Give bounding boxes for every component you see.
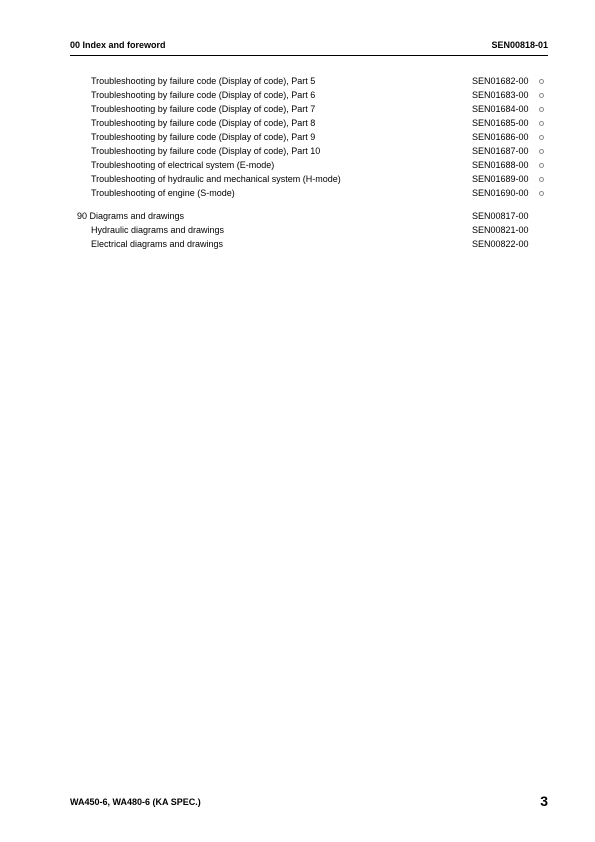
page-number: 3	[540, 793, 548, 809]
entry-code: SEN01690-00	[472, 188, 529, 198]
model-name: WA450-6, WA480-6 (KA SPEC.)	[70, 797, 201, 807]
entry-code: SEN01685-00	[472, 118, 529, 128]
list-item	[0, 173, 595, 186]
entry-title: Troubleshooting by failure code (Display of code), Part 10	[91, 146, 321, 156]
entry-title: Electrical diagrams and drawings	[91, 239, 224, 249]
entry-code: SEN00822-00	[472, 239, 529, 249]
section-title: 00 Index and foreword	[70, 40, 166, 50]
list-item	[0, 103, 595, 116]
entry-title: Troubleshooting by failure code (Display of code), Part 9	[91, 132, 316, 142]
list-item	[0, 75, 595, 88]
revision-circle-icon	[539, 79, 544, 84]
entry-code: SEN01686-00	[472, 132, 529, 142]
list-item	[0, 117, 595, 130]
entry-title: Troubleshooting by failure code (Display of code), Part 5	[91, 76, 316, 86]
document-code: SEN00818-01	[491, 40, 548, 50]
list-item	[0, 131, 595, 144]
entry-title: Troubleshooting by failure code (Display of code), Part 8	[91, 118, 316, 128]
entry-title: Troubleshooting of electrical system (E-mode)	[91, 160, 275, 170]
entry-code: SEN01684-00	[472, 104, 529, 114]
revision-circle-icon	[539, 107, 544, 112]
list-item	[0, 145, 595, 158]
list-item	[0, 187, 595, 200]
entry-title: Hydraulic diagrams and drawings	[91, 225, 225, 235]
list-item	[0, 224, 595, 237]
list-item	[0, 89, 595, 102]
page-footer	[70, 793, 548, 813]
entry-code: SEN00821-00	[472, 225, 529, 235]
entry-title: Troubleshooting of engine (S-mode)	[91, 188, 235, 198]
revision-circle-icon	[539, 93, 544, 98]
entry-title: Troubleshooting by failure code (Display of code), Part 6	[91, 90, 316, 100]
entry-title: Troubleshooting of hydraulic and mechanical system (H-mode)	[91, 174, 341, 184]
entry-code: SEN01688-00	[472, 160, 529, 170]
revision-circle-icon	[539, 177, 544, 182]
revision-circle-icon	[539, 163, 544, 168]
list-item	[0, 238, 595, 251]
revision-circle-icon	[539, 191, 544, 196]
entry-code: SEN01682-00	[472, 76, 529, 86]
list-item	[0, 159, 595, 172]
entry-code: SEN01683-00	[472, 90, 529, 100]
section-heading	[0, 210, 595, 223]
entry-code: SEN01689-00	[472, 174, 529, 184]
section-heading-title: 90 Diagrams and drawings	[77, 211, 185, 221]
revision-circle-icon	[539, 135, 544, 140]
revision-circle-icon	[539, 149, 544, 154]
entry-code: SEN01687-00	[472, 146, 529, 156]
entry-title: Troubleshooting by failure code (Display of code), Part 7	[91, 104, 316, 114]
revision-circle-icon	[539, 121, 544, 126]
header-divider	[70, 55, 548, 56]
page-header	[70, 40, 548, 54]
section-heading-code: SEN00817-00	[472, 211, 529, 221]
